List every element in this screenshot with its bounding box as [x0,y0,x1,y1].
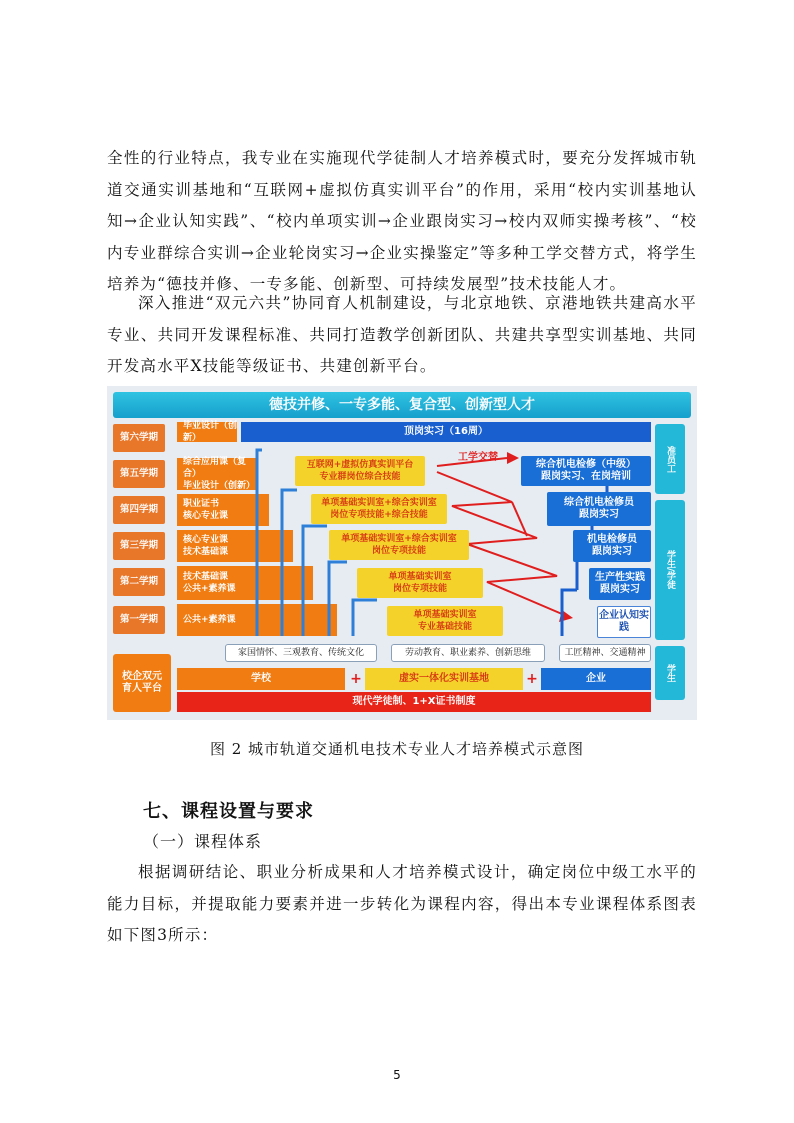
job-level-4-line2: 跟岗实习 [579,509,619,520]
section-heading: 七、课程设置与要求 [143,801,314,822]
job-level-1 [597,606,651,638]
training-level-1-line2: 专业基础技能 [417,622,472,632]
course-sem4-line1: 职业证书 [183,499,220,509]
work-study-label [445,450,511,466]
course-sem2-line2: 公共+素养课 [183,584,236,594]
course-sem4-line2: 核心专业课 [183,511,229,521]
body-paragraph-2: 深入推进“双元六共”协同育人机制建设，与北京地铁、京港地铁共建高水平专业、共同开发课程标准、共同打造教学创新团队、共建共享型实训基地、共同开发高水平X技能等级证书、共建创新平台。 [107,294,697,375]
course-sem1-line1: 公共+素养课 [183,615,236,625]
platform-base: 虚实一体化实训基地 [365,668,523,690]
platform-school: 学校 [177,668,345,690]
training-level-5-line1: 互联网+虚拟仿真实训平台 [306,460,414,470]
platform-title-line2: 育人平台 [122,683,162,694]
training-level-3-line1: 单项基础实训室+综合实训室 [341,534,457,544]
training-level-4-line2: 岗位专项技能+综合技能 [330,510,428,520]
course-sem2-line1: 技术基础课 [183,572,229,582]
work-study-text: 工学交替 [458,452,498,463]
course-sem3-line1: 核心专业课 [183,535,229,545]
job-level-3 [573,530,651,562]
course-sem5-line1: 综合应用课（复合） [183,457,247,479]
subsection-heading: （一）课程体系 [143,832,263,851]
job-level-2-line2: 跟岗实习 [600,584,640,595]
job-level-3-line2: 跟岗实习 [592,546,632,557]
side-label-1-text: 准员工 [665,445,675,473]
semester-6: 第六学期 [113,424,165,452]
values-box-2: 劳动教育、职业素养、创新思维 [391,644,545,662]
semester-1: 第一学期 [113,606,165,634]
course-sem6-line1: 毕业设计（创新） [183,421,238,443]
training-level-4-line1: 单项基础实训室+综合实训室 [321,498,437,508]
semester-4: 第四学期 [113,496,165,524]
training-level-1 [387,606,503,636]
job-level-1-line1: 企业认知实 [599,610,649,621]
values-box-1: 家国情怀、三观教育、传统文化 [225,644,377,662]
body-paragraph-1: 全性的行业特点，我专业在实施现代学徒制人才培养模式时，要充分发挥城市轨道交通实训基地和“互联网+虚拟仿真实训平台”的作用，采用“校内实训基地认知→企业认知实践”、“校内单项实训→企业跟岗实习→校内双师实操考核”、“校内专业群综合实训→企业轮岗实习→企业实操鉴定”等多种工学交替方式，将学生培养为“德技并修、一专多能、创新型、可持续发展型”技术技能人才。 [107,149,697,293]
job-level-2-line1: 生产性实践 [595,572,645,583]
course-sem3-line2: 技术基础课 [183,547,229,557]
job-level-5 [521,456,651,486]
job-level-3-line1: 机电检修员 [587,534,637,545]
semester-5: 第五学期 [113,460,165,488]
training-level-2-line1: 单项基础实训室 [388,572,452,582]
side-label-3-text: 学生 [665,664,675,682]
training-level-5-line2: 专业群岗位综合技能 [319,472,401,482]
job-level-4-line1: 综合机电检修员 [564,497,634,508]
figure-banner-text: 德技并修、一专多能、复合型、创新型人才 [269,397,535,413]
semester-3: 第三学期 [113,532,165,560]
side-label-apprentice-worker [655,424,685,494]
training-model-figure [107,386,697,720]
page-number: 5 [393,1068,401,1082]
training-level-2-line2: 岗位专项技能 [392,584,447,594]
platform-title [113,654,171,712]
side-label-2-text: 学生/学徒 [665,550,675,590]
figure-caption: 图 2 城市轨道交通机电技术专业人才培养模式示意图 [209,740,585,758]
platform-title-line1: 校企双元 [122,671,162,682]
side-label-student-apprentice [655,500,685,640]
job-level-4 [547,492,651,526]
job-level-5-line1: 综合机电检修（中级） [536,459,636,470]
training-level-5 [295,456,425,486]
training-level-3-line2: 岗位专项技能 [371,546,426,556]
training-level-3 [329,530,469,560]
platform-plus-1: + [350,671,362,687]
side-label-student [655,646,685,700]
body-paragraph-3: 根据调研结论、职业分析成果和人才培养模式设计，确定岗位中级工水平的能力目标，并提取能力要素并进一步转化为课程内容，得出本专业课程体系图表如下图3所示： [107,863,697,944]
training-level-1-line1: 单项基础实训室 [413,610,477,620]
platform-plus-2: + [526,671,538,687]
top-internship-label: 顶岗实习（16周） [404,426,488,437]
semester-2: 第二学期 [113,568,165,596]
course-sem5-line2: 毕业设计（创新） [183,481,256,491]
job-level-1-line2: 践 [619,622,629,633]
training-level-4 [311,494,447,524]
job-level-5-line2: 跟岗实习、在岗培训 [541,471,631,482]
values-box-3: 工匠精神、交通精神 [559,644,651,662]
training-level-2 [357,568,483,598]
platform-company: 企业 [541,668,651,690]
job-level-2 [589,568,651,600]
system-bar: 现代学徒制、1+X证书制度 [177,692,651,712]
